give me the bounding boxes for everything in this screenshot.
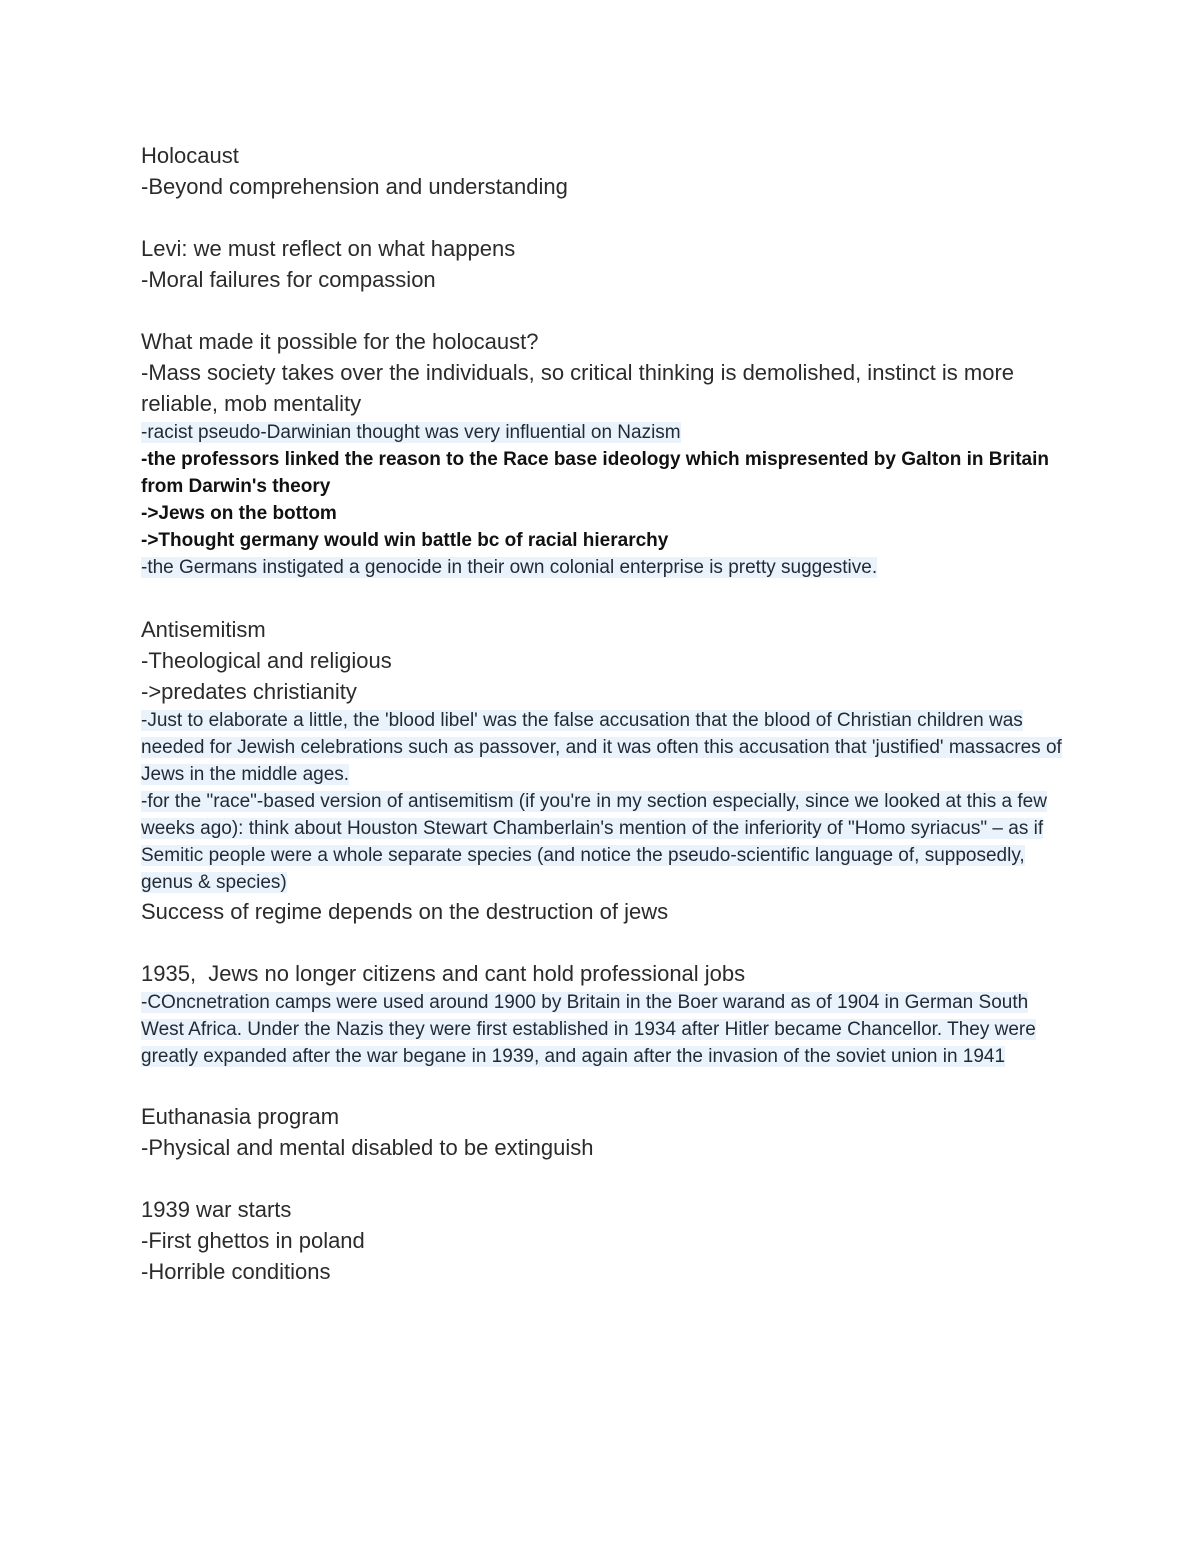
comment-text: -the Germans instigated a genocide in their own colonial enterprise is pretty suggestive.: [141, 557, 878, 578]
note-line: -Physical and mental disabled to be extinguish: [141, 1135, 594, 1160]
highlighted-comment: [141, 554, 1071, 581]
heading-euthanasia: Euthanasia program: [141, 1104, 340, 1129]
heading-1935: 1935, Jews no longer citizens and cant hold professional jobs: [141, 961, 746, 986]
highlighted-comment: [141, 419, 1071, 446]
blank-line: [141, 1163, 1071, 1194]
note-line: Success of regime depends on the destruction of jews: [141, 899, 669, 924]
bold-note-line: -the professors linked the reason to the Race base ideology which mispresented by Galton in Britain from Darwin's theory: [141, 449, 1049, 497]
bold-note-line: ->Jews on the bottom: [141, 503, 337, 524]
note-line: -Moral failures for compassion: [141, 267, 436, 292]
comment-text: -Just to elaborate a little, the 'blood libel' was the false accusation that the blood of Christian children was needed for Jewish celebrations such as passover, and it was often this accusation that 'justified' massacres of Jews in the middle ages.: [141, 710, 1062, 785]
comment-text: -COncnetration camps were used around 1900 by Britain in the Boer warand as of 1904 in German South West Africa. Under the Nazis they were first established in 1934 after Hitler became Chancellor. They were greatly expanded after the war begane in 1939, and again after the invasion of the soviet union in 1941: [141, 992, 1036, 1067]
heading-antisemitism: Antisemitism: [141, 617, 266, 642]
note-line: -First ghettos in poland: [141, 1228, 365, 1253]
bold-note-line: ->Thought germany would win battle bc of racial hierarchy: [141, 530, 669, 551]
note-line: -Theological and religious: [141, 648, 392, 673]
note-line: -Beyond comprehension and understanding: [141, 174, 568, 199]
heading-1939: 1939 war starts: [141, 1197, 292, 1222]
highlighted-comment: [141, 707, 1071, 788]
note-line: ->predates christianity: [141, 679, 357, 704]
heading-holocaust: Holocaust: [141, 143, 239, 168]
note-line: -Horrible conditions: [141, 1259, 331, 1284]
blank-line: [141, 581, 1071, 614]
heading-levi: Levi: we must reflect on what happens: [141, 236, 516, 261]
blank-line: [141, 927, 1071, 958]
document-body: [141, 140, 1071, 1287]
comment-text: -racist pseudo-Darwinian thought was very influential on Nazism: [141, 422, 681, 443]
blank-line: [141, 1070, 1071, 1101]
highlighted-comment: [141, 989, 1071, 1070]
note-line: -Mass society takes over the individuals, so critical thinking is demolished, instinct is more reliable, mob mentality: [141, 360, 1021, 416]
blank-line: [141, 202, 1071, 233]
highlighted-comment: [141, 788, 1071, 896]
heading-what-made-it-possible: What made it possible for the holocaust?: [141, 329, 539, 354]
comment-text: -for the "race"-based version of antisemitism (if you're in my section especially, since we looked at this a few weeks ago): think about Houston Stewart Chamberlain's mention of the inferiority of "Homo syriacus" – as if Semitic people were a whole separate species (and notice the pseudo-scientific language of, supposedly, genus & species): [141, 791, 1047, 893]
blank-line: [141, 295, 1071, 326]
